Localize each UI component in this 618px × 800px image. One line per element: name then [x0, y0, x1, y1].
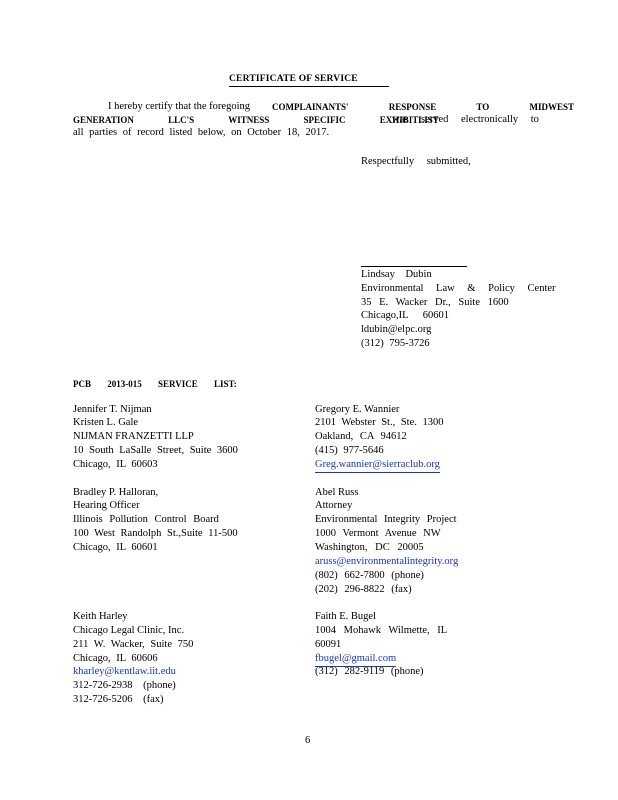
- party-line: Keith Harley: [73, 611, 128, 622]
- party-line: (202) 296-8822 (fax): [315, 584, 412, 595]
- party-line: Illinois Pollution Control Board: [73, 514, 219, 525]
- signer-email: ldubin@elpc.org: [361, 324, 432, 335]
- signer-org: Environmental Law & Policy Center: [361, 283, 556, 294]
- signer-phone: (312) 795-3726: [361, 338, 430, 349]
- party-line: 60091: [315, 639, 342, 650]
- cert-line-2-caps: GENERATION LLC'S WITNESS SPECIFIC EXHIBITLIST: [73, 115, 439, 125]
- party-line: (415) 977-5646: [315, 445, 384, 456]
- signer-street: 35 E. Wacker Dr., Suite 1600: [361, 297, 509, 308]
- signature-line: [361, 266, 467, 267]
- cert-line-3: all parties of record listed below, on October 18, 2017.: [73, 127, 330, 138]
- cert-line-1-prefix: I hereby certify that the foregoing: [108, 101, 250, 112]
- party-line: Bradley P. Halloran,: [73, 487, 159, 498]
- email-link[interactable]: aruss@environmentalintegrity.org: [315, 556, 459, 567]
- signer-name: Lindsay Dubin: [361, 269, 432, 280]
- email-link[interactable]: fbugel@gmail.com: [315, 654, 396, 667]
- cert-line-1-caps: COMPLAINANTS' RESPONSE TO MIDWEST: [272, 102, 574, 112]
- party-line: Jennifer T. Nijman: [73, 404, 152, 415]
- party-line: 1004 Mohawk Wilmette, IL: [315, 625, 448, 636]
- party-line: Chicago, IL 60606: [73, 653, 158, 664]
- cert-line-2-suffix: was served electronically to: [392, 114, 539, 125]
- party-line: Environmental Integrity Project: [315, 514, 457, 525]
- party-line: Gregory E. Wannier: [315, 404, 400, 415]
- party-line: Washington, DC 20005: [315, 542, 424, 553]
- party-line: 211 W. Wacker, Suite 750: [73, 639, 194, 650]
- party-line: Oakland, CA 94612: [315, 431, 407, 442]
- service-list-heading: PCB 2013-015 SERVICE LIST:: [73, 379, 237, 389]
- closing: Respectfully submitted,: [361, 156, 471, 167]
- party-line: Abel Russ: [315, 487, 359, 498]
- party-line: 2101 Webster St., Ste. 1300: [315, 417, 444, 428]
- party-line: 312-726-2938 (phone): [73, 680, 176, 691]
- title-underline: [229, 86, 389, 87]
- party-line: NIJMAN FRANZETTI LLP: [73, 431, 194, 442]
- party-line: 100 West Randolph St.,Suite 11-500: [73, 528, 238, 539]
- document-title: CERTIFICATE OF SERVICE: [229, 74, 358, 84]
- signer-city: Chicago,IL 60601: [361, 310, 450, 321]
- party-line: (802) 662-7800 (phone): [315, 570, 424, 581]
- party-line: Kristen L. Gale: [73, 417, 139, 428]
- email-link[interactable]: Greg.wannier@sierraclub.org: [315, 460, 440, 473]
- party-line: 1000 Vermont Avenue NW: [315, 528, 441, 539]
- party-line: (312) 282-9119 (phone): [315, 666, 424, 677]
- party-line: Chicago, IL 60601: [73, 542, 158, 553]
- party-line: Chicago, IL 60603: [73, 459, 158, 470]
- page-number: 6: [305, 735, 311, 746]
- email-link[interactable]: kharley@kentlaw.iit.edu: [73, 666, 176, 677]
- party-line: 312-726-5206 (fax): [73, 694, 164, 705]
- party-line: Hearing Officer: [73, 500, 140, 511]
- party-line: Faith E. Bugel: [315, 611, 376, 622]
- party-line: 10 South LaSalle Street, Suite 3600: [73, 445, 238, 456]
- party-line: Attorney: [315, 500, 353, 511]
- party-line: Chicago Legal Clinic, Inc.: [73, 625, 185, 636]
